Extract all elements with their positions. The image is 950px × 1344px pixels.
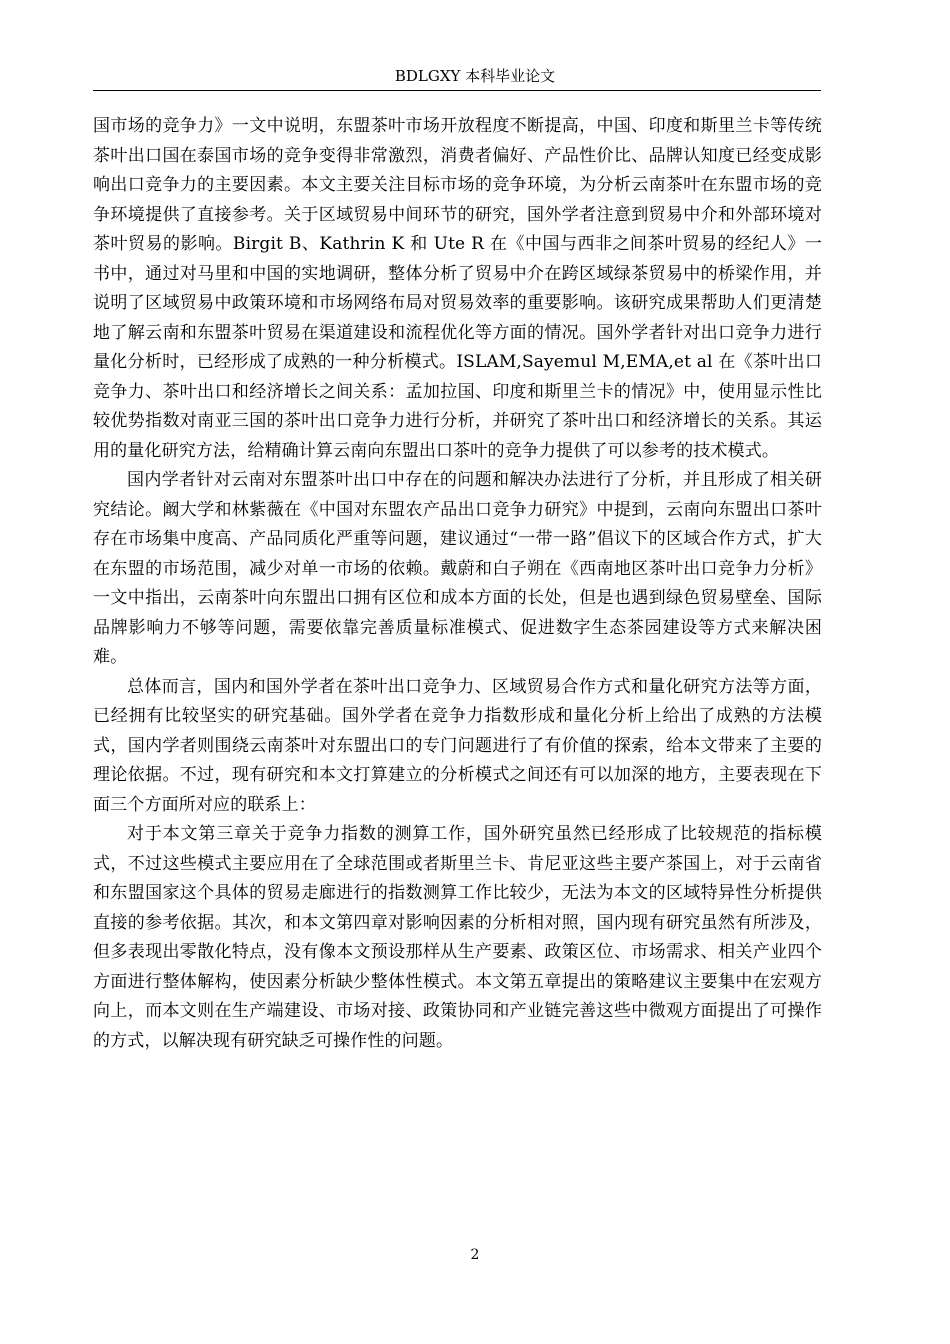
body-text bbox=[93, 112, 822, 1056]
page-number: 2 bbox=[470, 1247, 480, 1263]
paragraph-research-gaps: 对于本文第三章关于竞争力指数的测算工作，国外研究虽然已经形成了比较规范的指标模式，不过这些模式主要应用在了全球范围或者斯里兰卡、肯尼亚这些主要产茶国上，对于云南省和东盟国家这个具体的贸易走廊进行的指数测算工作比较少，无法为本文的区域特异性分析提供直接的参考依据。其次，和本文第四章对影响因素的分析相对照，国内现有研究虽然有所涉及，但多表现出零散化特点，没有像本文预设那样从生产要素、政策区位、市场需求、相关产业四个方面进行整体解构，使因素分析缺少整体性模式。本文第五章提出的策略建议主要集中在宏观方向上，而本文则在生产端建设、市场对接、政策协同和产业链完善这些中微观方面提出了可操作的方式，以解决现有研究缺乏可操作性的问题。 bbox=[93, 824, 822, 1051]
paragraph-summary: 总体而言，国内和国外学者在茶叶出口竞争力、区域贸易合作方式和量化研究方法等方面，已经拥有比较坚实的研究基础。国外学者在竞争力指数形成和量化分析上给出了成熟的方法模式，国内学者则围绕云南茶叶对东盟出口的专门问题进行了有价值的探索，给本文带来了主要的理论依据。不过，现有研究和本文打算建立的分析模式之间还有可以加深的地方，主要表现在下面三个方面所对应的联系上： bbox=[93, 676, 822, 815]
header-divider bbox=[93, 90, 821, 91]
running-header: BDLGXY 本科毕业论文 bbox=[394, 67, 556, 85]
paragraph-domestic-research: 国内学者针对云南对东盟茶叶出口中存在的问题和解决办法进行了分析，并且形成了相关研究结论。阚大学和林紫薇在《中国对东盟农产品出口竞争力研究》中提到，云南向东盟出口茶叶存在市场集中度高、产品同质化严重等问题，建议通过“一带一路”倡议下的区域合作方式，扩大在东盟的市场范围，减少对单一市场的依赖。戴蔚和白子朔在《西南地区茶叶出口竞争力分析》一文中指出，云南茶叶向东盟出口拥有区位和成本方面的长处，但是也遇到绿色贸易壁垒、国际品牌影响力不够等问题，需要依靠完善质量标准模式、促进数字生态茶园建设等方式来解决困难。 bbox=[93, 470, 822, 667]
paragraph-continued: 国市场的竞争力》一文中说明，东盟茶叶市场开放程度不断提高，中国、印度和斯里兰卡等传统茶叶出口国在泰国市场的竞争变得非常激烈，消费者偏好、产品性价比、品牌认知度已经变成影响出口竞争力的主要因素。本文主要关注目标市场的竞争环境，为分析云南茶叶在东盟市场的竞争环境提供了直接参考。关于区域贸易中间环节的研究，国外学者注意到贸易中介和外部环境对茶叶贸易的影响。Birgit B、Kathrin K 和 Ute R 在《中国与西非之间茶叶贸易的经纪人》一书中，通过对马里和中国的实地调研，整体分析了贸易中介在跨区域绿茶贸易中的桥梁作用，并说明了区域贸易中政策环境和市场网络布局对贸易效率的重要影响。该研究成果帮助人们更清楚地了解云南和东盟茶叶贸易在渠道建设和流程优化等方面的情况。国外学者针对出口竞争力进行量化分析时，已经形成了成熟的一种分析模式。ISLAM,Sayemul M,EMA,et al 在《茶叶出口竞争力、茶叶出口和经济增长之间关系：孟加拉国、印度和斯里兰卡的情况》中，使用显示性比较优势指数对南亚三国的茶叶出口竞争力进行分析，并研究了茶叶出口和经济增长的关系。其运用的量化研究方法，给精确计算云南向东盟出口茶叶的竞争力提供了可以参考的技术模式。 bbox=[93, 116, 822, 461]
